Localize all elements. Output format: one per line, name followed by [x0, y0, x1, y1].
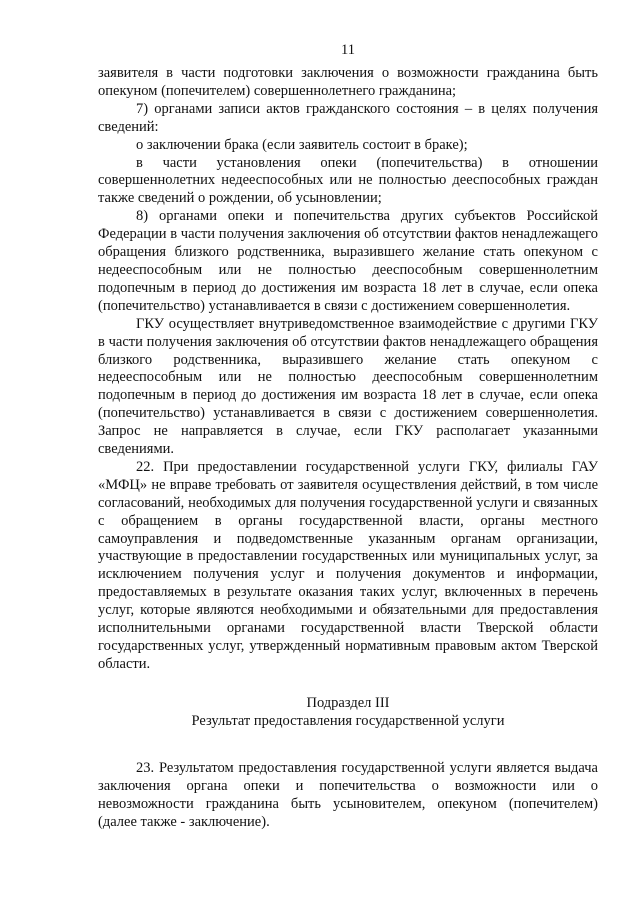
- paragraph-marriage-info: о заключении брака (если заявитель состоит в браке);: [136, 136, 468, 153]
- body-bottom: [98, 760, 598, 832]
- paragraph-item-22: 22. При предоставлении государственной услуги ГКУ, филиалы ГАУ «МФЦ» не вправе требовать от заявителя осуществления действий, в том числе согласований, необходимых для получения государственной услуги и связанных с обращением в органы государственной власти, органы местного самоуправления и подведомственные указанным органам организации, участвующие в предоставлении государственных или муниципальных услуг, за исключением получения услуг и получения документов и информации, предоставляемых в результате оказания таких услуг, включенных в перечень услуг, которые являются необходимыми и обязательными для предоставления исполнительными органами государственной власти Тверской области государственных услуг, утвержденный нормативным правовым актом Тверской области.: [98, 458, 598, 672]
- paragraph-item-7: 7) органами записи актов гражданского состояния – в целях получения сведений:: [98, 100, 598, 135]
- paragraph-guardianship-info: в части установления опеки (попечительства) в отношении совершеннолетних недееспособных или не полностью дееспособных граждан также сведений о рождении, об усыновлении;: [98, 154, 598, 207]
- paragraph-item-8: 8) органами опеки и попечительства других субъектов Российской Федерации в части получения заключения об отсутствии фактов ненадлежащего обращения близкого родственника, выразившего желание стать опекуном с недееспособным или не полностью дееспособным совершеннолетним подопечным в период до достижения им возраста 18 лет в случае, если опека (попечительство) устанавливается в связи с достижением совершеннолетия.: [98, 208, 598, 314]
- paragraph-item-23: 23. Результатом предоставления государственной услуги является выдача заключения органа опеки и попечительства о возможности или о невозможности гражданина быть усыновителем, опекуном (попечителем) (далее также - заключение).: [98, 759, 598, 830]
- subsection-heading: Подраздел III: [306, 694, 390, 711]
- subsection-header: [98, 694, 598, 730]
- subsection-title: Результат предоставления государственной услуги: [191, 712, 505, 729]
- body-top: [98, 65, 598, 674]
- paragraph-gku-interaction: ГКУ осуществляет внутриведомственное взаимодействие с другими ГКУ в части получения заключения об отсутствии фактов ненадлежащего обращения близкого родственника, выразившего желание стать опекуном с недееспособным или не полностью дееспособным совершеннолетним подопечным в период до достижения им возраста 18 лет в случае, если опека (попечительство) устанавливается в связи с достижением совершеннолетия. Запрос не направляется в случае, если ГКУ располагает указанными сведениями.: [98, 315, 598, 458]
- paragraph-continuation: заявителя в части подготовки заключения о возможности гражданина быть опекуном (попечителем) совершеннолетнего гражданина;: [98, 65, 598, 99]
- page-number: 11: [341, 42, 355, 58]
